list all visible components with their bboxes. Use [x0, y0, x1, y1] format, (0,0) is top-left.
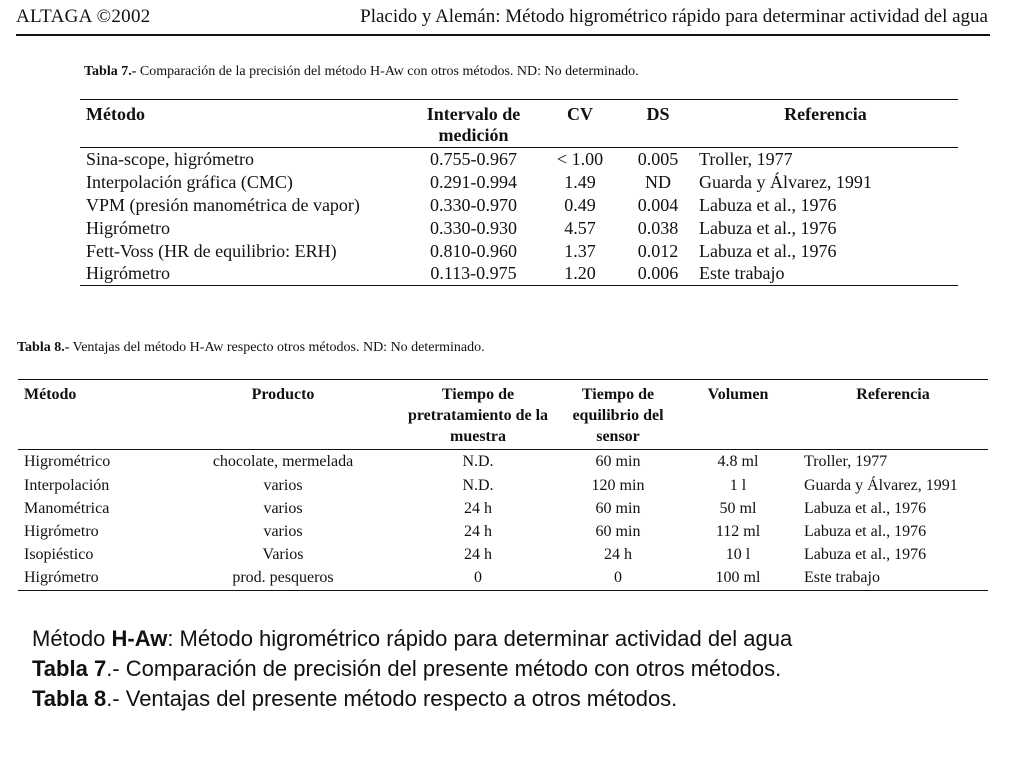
table8-cell: 50 ml	[719, 499, 757, 517]
table7-header-cell: CV	[567, 104, 593, 124]
table7-cell: 0.49	[564, 194, 596, 215]
table7	[80, 99, 958, 286]
table8-cell: Higrómetro	[24, 522, 99, 540]
table7-row	[80, 194, 958, 217]
table8-cell: Interpolación	[24, 476, 110, 494]
table8-cell: 60 min	[595, 453, 641, 471]
table8-cell: 24 h	[464, 499, 492, 517]
page-header	[16, 6, 990, 36]
table8-cell: 0	[474, 569, 482, 587]
table8-row	[18, 566, 988, 590]
table8-header-cell: Método	[24, 386, 77, 403]
table8-cell: varios	[263, 476, 303, 494]
table8-cell: 60 min	[595, 499, 641, 517]
table8-cell: Manométrica	[24, 499, 110, 517]
table7-caption-label: Tabla 7.-	[84, 64, 137, 79]
table8-cell: 100 ml	[715, 569, 761, 587]
table7-cell: Este trabajo	[699, 263, 785, 284]
table8-cell: Troller, 1977	[804, 453, 888, 471]
slide-summary	[32, 624, 792, 714]
table8-row	[18, 497, 988, 520]
table7-cell: 0.038	[637, 217, 679, 238]
table8-header-cell: Referencia	[856, 386, 930, 403]
table7-header-cell: Intervalo de medición	[426, 104, 521, 145]
table8-cell: 10 l	[725, 546, 751, 564]
table7-cell: 1.37	[564, 240, 596, 261]
table7-cell: Sina-scope, higrómetro	[86, 149, 254, 170]
table7-cell: 0.330-0.930	[430, 217, 517, 238]
table8-header-cell: Producto	[251, 386, 315, 403]
table8-header-cell: Volumen	[707, 386, 769, 403]
table8-cell: N.D.	[462, 476, 494, 494]
table8-row	[18, 543, 988, 566]
table7-cell: < 1.00	[556, 149, 604, 170]
table7-body	[80, 148, 958, 286]
summary-line-2	[32, 654, 792, 684]
table8-cell: Varios	[262, 546, 304, 564]
table7-cell: Labuza et al., 1976	[699, 194, 837, 215]
table8-cell: Guarda y Álvarez, 1991	[804, 476, 958, 494]
table8-cell: 24 h	[604, 546, 632, 564]
table8-cell: prod. pesqueros	[232, 569, 334, 587]
table7-caption-text: Comparación de la precisión del método H-Aw con otros métodos. ND: No determinado.	[139, 64, 639, 79]
table8-cell: 120 min	[591, 476, 645, 494]
table8-cell: 112 ml	[715, 522, 761, 540]
table7-cell: 0.330-0.970	[430, 194, 517, 215]
table7-cell: Labuza et al., 1976	[699, 217, 837, 238]
table7-cell: ND	[645, 172, 671, 193]
table7-cell: Higrómetro	[86, 217, 170, 238]
table8-cell: 0	[614, 569, 622, 587]
table8-cell: Higrómetro	[24, 569, 99, 587]
table7-cell: 0.113-0.975	[430, 263, 517, 284]
table8-header-cell: Tiempo de pretratamiento de la muestra	[407, 386, 549, 446]
table8-row	[18, 474, 988, 497]
summary-line1-bold: H-Aw	[111, 626, 168, 651]
running-title: Placido y Alemán: Método higrométrico rápido para determinar actividad del agua	[360, 6, 988, 27]
table8-cell: Higrométrico	[24, 453, 111, 471]
header-rule	[16, 34, 990, 36]
table8-cell: chocolate, mermelada	[212, 453, 354, 471]
table7-row	[80, 217, 958, 240]
table7-row	[80, 171, 958, 194]
table8-cell: Labuza et al., 1976	[804, 546, 927, 564]
table8-header-cell: Tiempo de equilibrio del sensor	[572, 386, 664, 446]
table8	[18, 379, 988, 591]
table8-caption-text: Ventajas del método H-Aw respecto otros métodos. ND: No determinado.	[72, 340, 485, 355]
table7-cell: Interpolación gráfica (CMC)	[86, 172, 293, 193]
table7-cell: Higrómetro	[86, 263, 170, 284]
table8-body	[18, 450, 988, 590]
table8-cell: 1 l	[729, 476, 747, 494]
table7-row	[80, 262, 958, 285]
summary-line2-bold: Tabla 7	[32, 656, 107, 681]
table7-cell: Guarda y Álvarez, 1991	[699, 172, 872, 193]
table7-header-cell: Referencia	[784, 104, 867, 124]
table7-cell: 1.20	[564, 263, 596, 284]
table8-cell: 60 min	[595, 522, 641, 540]
summary-line1-prefix: Método	[32, 626, 112, 651]
table8-cell: Isopiéstico	[24, 546, 94, 564]
table8-row	[18, 450, 988, 474]
summary-line2-rest: .- Comparación de precisión del presente método con otros métodos.	[106, 656, 782, 681]
table7-header-cell: Método	[86, 104, 145, 124]
table8-cell: N.D.	[462, 453, 494, 471]
table8-header-row	[18, 380, 988, 450]
table7-cell: Troller, 1977	[699, 149, 793, 170]
table7-cell: 0.006	[637, 263, 679, 284]
table8-cell: 24 h	[464, 546, 492, 564]
summary-line1-rest: : Método higrométrico rápido para determinar actividad del agua	[167, 626, 793, 651]
table8-caption-label: Tabla 8.-	[17, 340, 70, 355]
table8-cell: varios	[263, 499, 303, 517]
table8-cell: Este trabajo	[804, 569, 880, 587]
table7-cell: 0.005	[637, 149, 679, 170]
table7-cell: 0.291-0.994	[430, 172, 517, 193]
table7-cell: Fett-Voss (HR de equilibrio: ERH)	[86, 240, 337, 261]
summary-line3-bold: Tabla 8	[32, 686, 107, 711]
table8-caption	[17, 340, 485, 356]
table7-cell: 1.49	[564, 172, 596, 193]
summary-line-3	[32, 684, 792, 714]
table7-cell: 0.012	[637, 240, 679, 261]
table7-header-row	[80, 100, 958, 148]
table7-cell: 4.57	[564, 217, 596, 238]
table7-header-cell: DS	[646, 104, 670, 124]
table7-row	[80, 148, 958, 171]
table7-cell: Labuza et al., 1976	[699, 240, 837, 261]
table8-row	[18, 520, 988, 543]
summary-line-1	[32, 624, 792, 654]
table8-cell: 24 h	[464, 522, 492, 540]
table8-cell: Labuza et al., 1976	[804, 522, 927, 540]
table7-cell: 0.755-0.967	[430, 149, 517, 170]
table7-cell: 0.004	[637, 194, 679, 215]
table7-caption	[84, 64, 639, 80]
summary-line3-rest: .- Ventajas del presente método respecto a otros métodos.	[106, 686, 678, 711]
table8-cell: Labuza et al., 1976	[804, 499, 927, 517]
table8-cell: varios	[263, 522, 303, 540]
table7-row	[80, 240, 958, 263]
table7-cell: 0.810-0.960	[430, 240, 517, 261]
table7-cell: VPM (presión manométrica de vapor)	[86, 194, 360, 215]
journal-name: ALTAGA ©2002	[16, 6, 151, 27]
table8-cell: 4.8 ml	[717, 453, 759, 471]
